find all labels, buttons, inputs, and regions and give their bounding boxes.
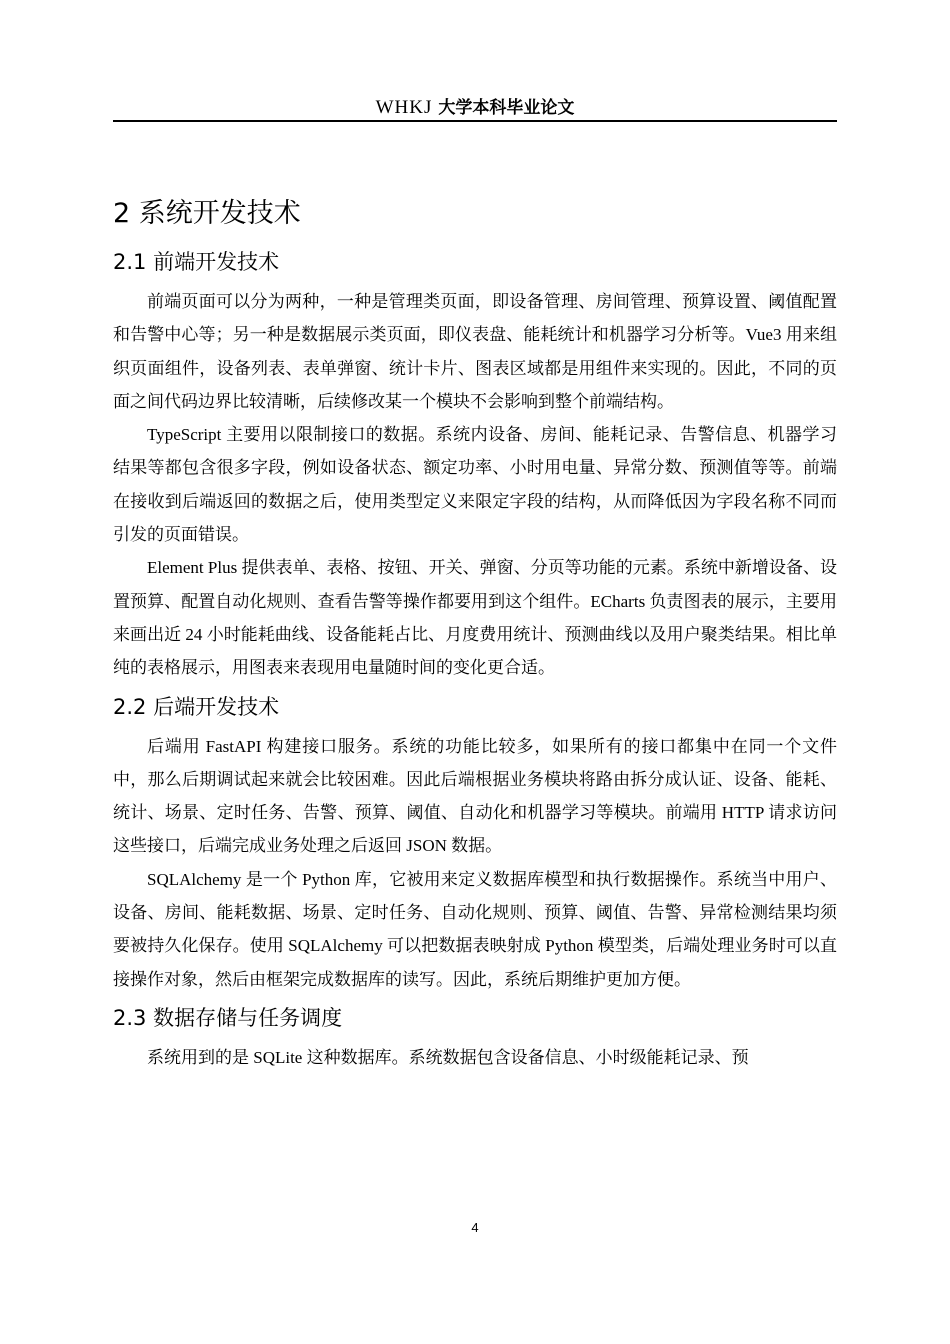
paragraph: 系统用到的是 SQLite 这种数据库。系统数据包含设备信息、小时级能耗记录、预 xyxy=(147,1047,749,1067)
paragraph: 后端用 FastAPI 构建接口服务。系统的功能比较多，如果所有的接口都集中在同一个文件中，那么后期调试起来就会比较困难。因此后端根据业务模块将路由拆分成认证、设备、能耗、统计、场景、定时任务、告警、预算、阈值、自动化和机器学习等模块。前端用 HTTP 请求访问这些接口，后端完成业务处理之后返回 JSON 数据。 xyxy=(113,736,837,856)
paragraph: TypeScript 主要用以限制接口的数据。系统内设备、房间、能耗记录、告警信息、机器学习结果等都包含很多字段，例如设备状态、额定功率、小时用电量、异常分数、预测值等等。前端在接收到后端返回的数据之后，使用类型定义来限定字段的结构，从而降低因为字段名称不同而引发的页面错误。 xyxy=(113,425,837,545)
chapter-title: 2 系统开发技术 xyxy=(113,198,301,229)
header-title: 大学本科毕业论文 xyxy=(438,98,575,118)
section-title-2-1: 2.1 前端开发技术 xyxy=(113,250,280,274)
paragraph: 前端页面可以分为两种，一种是管理类页面，即设备管理、房间管理、预算设置、阈值配置和告警中心等；另一种是数据展示类页面，即仪表盘、能耗统计和机器学习分析等。Vue3 用来组织页面组件，设备列表、表单弹窗、统计卡片、图表区域都是用组件来实现的。因此，不同的页面之间代码边界比较清晰，后续修改某一个模块不会影响到整个前端结构。 xyxy=(113,292,837,411)
paragraph: Element Plus 提供表单、表格、按钮、开关、弹窗、分页等功能的元素。系统中新增设备、设置预算、配置自动化规则、查看告警等操作都要用到这个组件。ECharts 负责图表的展示，主要用来画出近 24 小时能耗曲线、设备能耗占比、月度费用统计、预测曲线以及用户聚类结果。相比单纯的表格展示，用图表来表现用电量随时间的变化更合适。 xyxy=(113,558,837,678)
page-body xyxy=(113,186,837,1074)
paragraph: SQLAlchemy 是一个 Python 库，它被用来定义数据库模型和执行数据操作。系统当中用户、设备、房间、能耗数据、场景、定时任务、自动化规则、预算、阈值、告警、异常检测结果均须要被持久化保存。使用 SQLAlchemy 可以把数据表映射成 Python 模型类，后端处理业务时可以直接操作对象，然后由框架完成数据库的读写。因此，系统后期维护更加方便。 xyxy=(113,869,837,989)
header-abbr: WHKJ xyxy=(375,97,433,118)
section-title-2-3: 2.3 数据存储与任务调度 xyxy=(113,1005,343,1030)
page-header xyxy=(113,94,837,122)
section-title-2-2: 2.2 后端开发技术 xyxy=(113,694,280,719)
page-number: 4 xyxy=(471,1220,479,1235)
